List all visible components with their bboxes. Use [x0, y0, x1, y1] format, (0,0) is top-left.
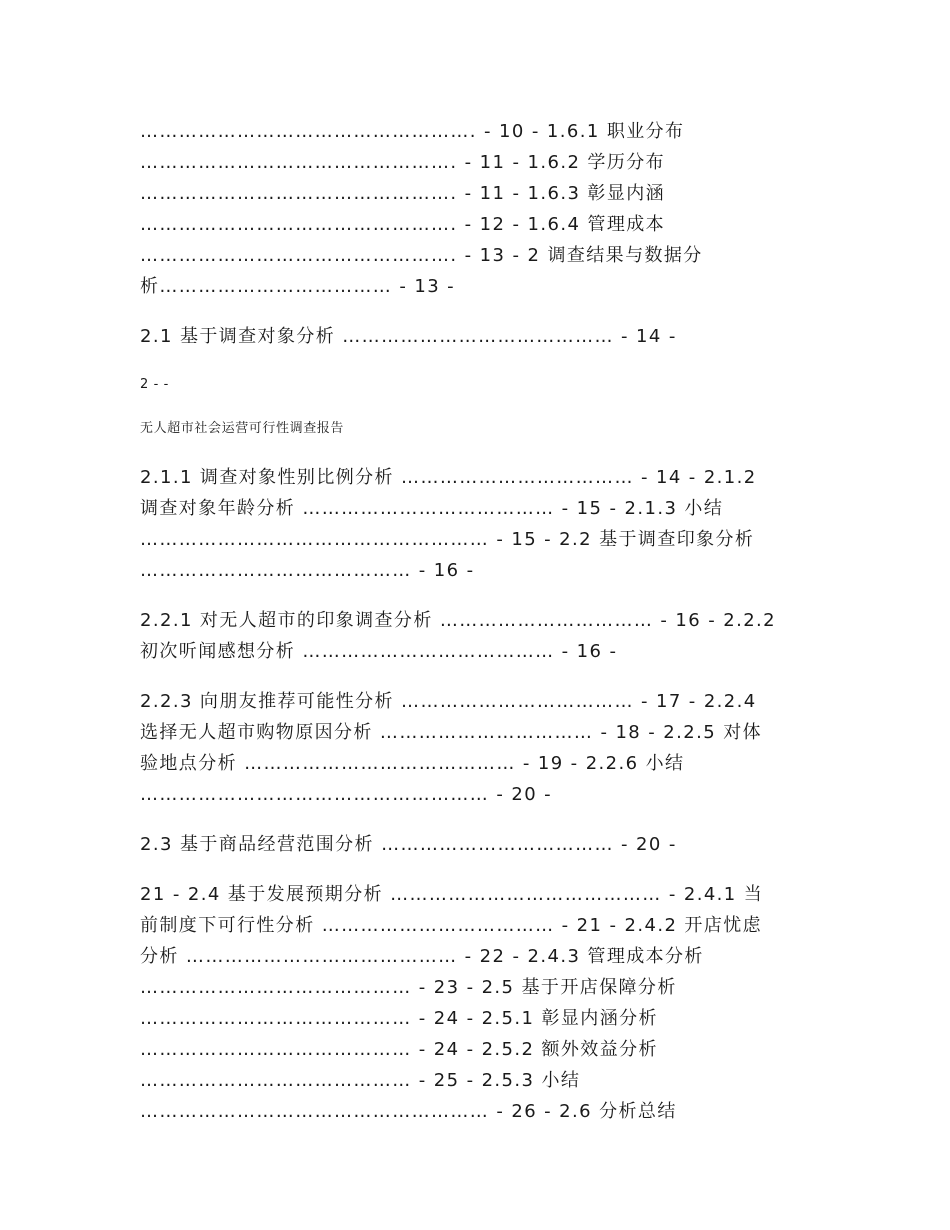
running-header: 无人超市社会运营可行性调查报告: [140, 421, 345, 436]
toc-block-2: 2.1 基于调查对象分析 …………………………………… - 14 -: [140, 326, 677, 347]
toc-block-5: 2.2.3 向朋友推荐可能性分析 ……………………………… - 17 - 2.2.4 选择无人超市购物原因分析 …………………………… - 18 - 2.2.5 对体 验地点分析 …………………………………… - 19 - 2.2.6 小结 ……………………………………………… - 20 -: [140, 691, 763, 805]
document-page: [140, 116, 820, 1127]
toc-block-4: 2.2.1 对无人超市的印象调查分析 …………………………… - 16 - 2.2.2 初次听闻感想分析 ………………………………… - 16 -: [140, 610, 777, 662]
toc-block-3: 2.1.1 调查对象性别比例分析 ……………………………… - 14 - 2.1.2 调查对象年龄分析 ………………………………… - 15 - 2.1.3 小结 ……………………………………………… - 15 - 2.2 基于调查印象分析 …………………………………… - 16 -: [140, 467, 757, 581]
toc-block-7: 21 - 2.4 基于发展预期分析 …………………………………… - 2.4.1 当 前制度下可行性分析 ……………………………… - 21 - 2.4.2 开店忧虑 分析 …………………………………… - 22 - 2.4.3 管理成本分析 …………………………………… - 23 - 2.5 基于开店保障分析 …………………………………… - 24 - 2.5.1 彰显内涵分析 …………………………………… - 24 - 2.5.2 额外效益分析 …………………………………… - 25 - 2.5.3 小结 ……………………………………………… - 26 - 2.6 分析总结: [140, 884, 764, 1122]
toc-block-6: 2.3 基于商品经营范围分析 ……………………………… - 20 -: [140, 834, 677, 855]
toc-block-1: ……………………………………………. - 10 - 1.6.1 职业分布 …………………………………………. - 11 - 1.6.2 学历分布 …………………………………………. - 11 - 1.6.3 彰显内涵 …………………………………………. - 12 - 1.6.4 管理成本 …………………………………………. - 13 - 2 调查结果与数据分 析……………………………… - 13 -: [140, 121, 703, 297]
page-number: 2 - -: [140, 377, 169, 392]
